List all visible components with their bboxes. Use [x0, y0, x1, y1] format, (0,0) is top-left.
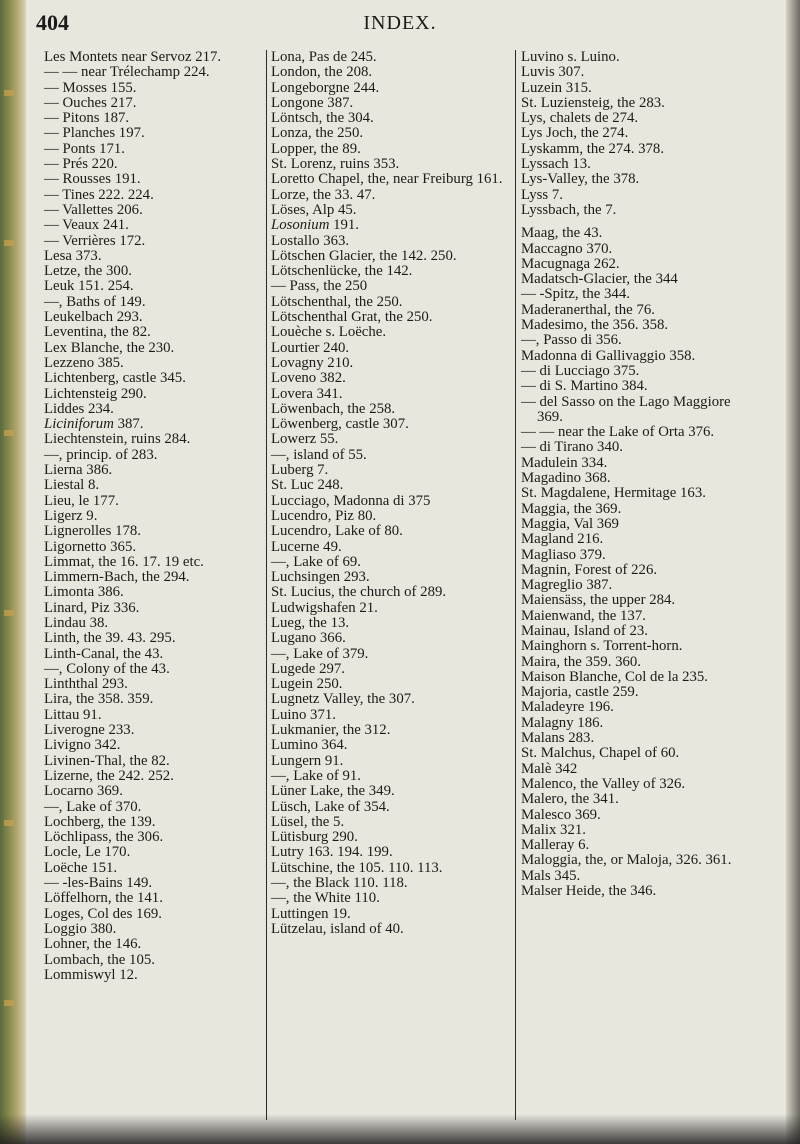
index-entry: Lowerz 55.: [271, 431, 339, 448]
index-entry: Malans 283.: [521, 730, 595, 747]
index-entry: Lyss 7.: [521, 186, 563, 203]
index-entry: Mainghorn s. Torrent-horn.: [521, 638, 683, 655]
index-entry: Lugein 250.: [271, 676, 343, 693]
index-entry: Maladeyre 196.: [521, 699, 614, 716]
index-entry: Loëche 151.: [44, 859, 118, 876]
index-entry: Lindau 38.: [44, 614, 109, 631]
index-entry: Macugnaga 262.: [521, 255, 620, 272]
index-entry: Malesco 369.: [521, 806, 601, 823]
index-column-3: [515, 50, 751, 1120]
index-entry: — del Sasso on the Lago Maggiore 369.: [521, 393, 731, 425]
index-entry: Maloggia, the, or Maloja, 326. 361.: [521, 852, 732, 869]
index-entry: Lichtensteig 290.: [44, 385, 147, 402]
index-entry: Maira, the 359. 360.: [521, 653, 641, 670]
running-head: INDEX.: [363, 12, 437, 34]
index-entry: Locarno 369.: [44, 783, 123, 800]
index-entry: Malix 321.: [521, 821, 586, 838]
index-entry: Lutry 163. 194. 199.: [271, 844, 393, 861]
index-entry: — Tines 222. 224.: [44, 186, 154, 203]
index-entry: Letze, the 300.: [44, 263, 132, 280]
index-entry: Locle, Le 170.: [44, 844, 131, 861]
index-entry: Lungern 91.: [271, 752, 344, 769]
index-entry: Lys, chalets de 274.: [521, 110, 639, 127]
index-entry: — di Tirano 340.: [521, 439, 623, 456]
index-entry: Lüner Lake, the 349.: [271, 783, 395, 800]
index-entry: Maison Blanche, Col de la 235.: [521, 668, 708, 685]
index-entry: Ludwigshafen 21.: [271, 599, 378, 616]
index-entry: Luvis 307.: [521, 64, 585, 81]
index-entry: Luino 371.: [271, 706, 336, 723]
index-entry: Lugede 297.: [271, 660, 345, 677]
gutter-mark: [4, 1000, 14, 1006]
index-entry: St. Luziensteig, the 283.: [521, 94, 665, 111]
index-entry: Lützelau, island of 40.: [271, 920, 404, 937]
index-entry: —, the White 110.: [271, 890, 380, 907]
index-entry: — — near Trélechamp 224.: [44, 64, 210, 81]
index-entry: St. Lucius, the church of 289.: [271, 584, 447, 601]
index-entry: — Rousses 191.: [44, 171, 141, 188]
book-gutter: [0, 0, 26, 1144]
index-entry: Luchsingen 293.: [271, 569, 370, 586]
index-entry: Lieu, le 177.: [44, 492, 119, 509]
index-entry: —, Passo di 356.: [521, 332, 622, 349]
index-entry: — -Spitz, the 344.: [521, 286, 630, 303]
index-entry: Liestal 8.: [44, 477, 100, 494]
index-entry: Lys-Valley, the 378.: [521, 171, 640, 188]
index-entry: Lyssbach, the 7.: [521, 201, 617, 218]
index-entry: Lizerne, the 242. 252.: [44, 767, 174, 784]
index-entry: Mainau, Island of 23.: [521, 622, 648, 639]
gutter-mark: [4, 820, 14, 826]
index-entry: Lombach, the 105.: [44, 951, 155, 968]
index-entry: —, Lake of 91.: [271, 767, 361, 784]
index-entry: Lötschenthal, the 250.: [271, 293, 403, 310]
index-entry: Lötschen Glacier, the 142. 250.: [271, 247, 457, 264]
index-entry: Lucerne 49.: [271, 538, 342, 555]
index-entry: Luvino s. Luino.: [521, 49, 620, 65]
index-columns: [44, 50, 786, 1120]
index-entry: Linththal 293.: [44, 676, 128, 693]
index-entry: London, the 208.: [271, 64, 373, 81]
index-entry: Lüsel, the 5.: [271, 813, 345, 830]
index-entry: Lugnetz Valley, the 307.: [271, 691, 415, 708]
index-entry: Malero, the 341.: [521, 791, 619, 808]
index-entry: Madulein 334.: [521, 454, 608, 471]
index-entry: Leventina, the 82.: [44, 324, 151, 341]
index-entry: Livigno 342.: [44, 737, 121, 754]
index-entry: Lesa 373.: [44, 247, 102, 264]
index-entry: Maienwand, the 137.: [521, 607, 646, 624]
index-entry: Ligornetto 365.: [44, 538, 137, 555]
index-entry: Lyskamm, the 274. 378.: [521, 140, 665, 157]
page-bottom-shadow: [0, 1114, 800, 1144]
index-entry: Maderanerthal, the 76.: [521, 301, 655, 318]
gutter-mark: [4, 610, 14, 616]
index-entry: Leuk 151. 254.: [44, 278, 134, 295]
index-entry: Lucendro, Lake of 80.: [271, 523, 403, 540]
index-entry: Madonna di Gallivaggio 358.: [521, 347, 696, 364]
page-edge: [786, 0, 800, 1144]
index-entry: Luttingen 19.: [271, 905, 351, 922]
index-entry: Lütschine, the 105. 110. 113.: [271, 859, 443, 876]
gutter-mark: [4, 240, 14, 246]
index-entry: Limonta 386.: [44, 584, 124, 601]
index-entry: —, island of 55.: [271, 446, 367, 463]
index-entry: Longone 387.: [271, 94, 354, 111]
index-entry: Löchlipass, the 306.: [44, 829, 164, 846]
index-entry: Lugano 366.: [271, 630, 346, 647]
index-entry: Magadino 368.: [521, 470, 611, 487]
index-entry: Lignerolles 178.: [44, 523, 141, 540]
index-entry: —, the Black 110. 118.: [271, 875, 408, 892]
index-entry: Löwenbach, the 258.: [271, 400, 396, 417]
index-entry: Ligerz 9.: [44, 507, 98, 524]
index-entry: Malleray 6.: [521, 837, 590, 854]
index-entry: Les Montets near Servoz 217.: [44, 49, 222, 65]
index-entry: — Veaux 241.: [44, 217, 129, 234]
index-entry: St. Magdalene, Hermitage 163.: [521, 485, 706, 502]
index-entry: Lorze, the 33. 47.: [271, 186, 376, 203]
index-entry: — di Lucciago 375.: [521, 362, 640, 379]
index-entry: —, Lake of 69.: [271, 553, 361, 570]
index-entry: Magreglio 387.: [521, 577, 613, 594]
index-entry: Linth-Canal, the 43.: [44, 645, 164, 662]
index-entry: — Ouches 217.: [44, 94, 137, 111]
index-entry: Lira, the 358. 359.: [44, 691, 154, 708]
index-entry: Lucendro, Piz 80.: [271, 507, 377, 524]
index-entry: Lourtier 240.: [271, 339, 350, 356]
index-entry: — — near the Lake of Orta 376.: [521, 424, 715, 441]
index-entry: St. Lorenz, ruins 353.: [271, 156, 400, 173]
index-entry: Maggia, the 369.: [521, 500, 622, 517]
index-entry: Limmat, the 16. 17. 19 etc.: [44, 553, 204, 570]
index-entry: Loges, Col des 169.: [44, 905, 162, 922]
index-entry: Lueg, the 13.: [271, 614, 350, 631]
index-entry: Lys Joch, the 274.: [521, 125, 629, 142]
page-number: 404: [36, 10, 69, 35]
index-entry: Lona, Pas de 245.: [271, 49, 377, 65]
index-entry: Losonium 191.: [271, 217, 359, 234]
index-entry: Lucciago, Madonna di 375: [271, 492, 431, 509]
index-entry: Luberg 7.: [271, 462, 329, 479]
index-entry: Lovera 341.: [271, 385, 343, 402]
index-entry: Löwenberg, castle 307.: [271, 416, 409, 433]
index-entry: — Planches 197.: [44, 125, 145, 142]
index-entry: Löntsch, the 304.: [271, 110, 374, 127]
index-entry: Liddes 234.: [44, 400, 114, 417]
index-entry: Lukmanier, the 312.: [271, 722, 391, 739]
index-entry: — -les-Bains 149.: [44, 875, 153, 892]
gutter-mark: [4, 90, 14, 96]
index-entry: Limmern-Bach, the 294.: [44, 569, 190, 586]
index-entry: Lostallo 363.: [271, 232, 350, 249]
index-entry: Loveno 382.: [271, 370, 346, 387]
index-entry: Madatsch-Glacier, the 344: [521, 271, 678, 288]
index-column-2: [266, 50, 515, 1120]
index-entry: Livinen-Thal, the 82.: [44, 752, 170, 769]
index-entry: Lumino 364.: [271, 737, 348, 754]
index-entry: Lierna 386.: [44, 462, 113, 479]
index-entry: St. Luc 248.: [271, 477, 344, 494]
index-entry: Maiensäss, the upper 284.: [521, 592, 676, 609]
index-entry: Maggia, Val 369: [521, 515, 619, 532]
index-entry: Lütisburg 290.: [271, 829, 358, 846]
index-entry: Lovagny 210.: [271, 354, 354, 371]
index-entry: Malagny 186.: [521, 714, 604, 731]
index-entry: —, Colony of the 43.: [44, 660, 170, 677]
index-entry: Madesimo, the 356. 358.: [521, 317, 669, 334]
index-entry: Magliaso 379.: [521, 546, 606, 563]
index-entry: — Prés 220.: [44, 156, 118, 173]
index-entry: Linard, Piz 336.: [44, 599, 140, 616]
index-entry: Lommiswyl 12.: [44, 966, 138, 983]
index-entry: Lyssach 13.: [521, 156, 591, 173]
index-entry: Lezzeno 385.: [44, 354, 124, 371]
index-entry: Louèche s. Loëche.: [271, 324, 387, 341]
index-entry: — Ponts 171.: [44, 140, 125, 157]
index-entry: Littau 91.: [44, 706, 102, 723]
index-entry: — Mosses 155.: [44, 79, 137, 96]
index-entry: Liverogne 233.: [44, 722, 135, 739]
index-entry: —, princip. of 283.: [44, 446, 158, 463]
index-entry: Loretto Chapel, the, near Freiburg 161.: [271, 171, 503, 188]
index-entry: Lonza, the 250.: [271, 125, 364, 142]
index-entry: Magland 216.: [521, 531, 604, 548]
index-entry: — Pass, the 250: [271, 278, 368, 295]
index-entry: — Verrières 172.: [44, 232, 146, 249]
index-entry: Leukelbach 293.: [44, 309, 143, 326]
index-column-1: [44, 50, 266, 1120]
index-entry: Lichtenberg, castle 345.: [44, 370, 186, 387]
index-entry: Maag, the 43.: [521, 225, 603, 242]
gutter-mark: [4, 430, 14, 436]
index-entry: Liciniforum 387.: [44, 416, 144, 433]
index-entry: — di S. Martino 384.: [521, 378, 648, 395]
index-entry: —, Baths of 149.: [44, 293, 146, 310]
index-entry: Maccagno 370.: [521, 240, 613, 257]
index-entry: Lex Blanche, the 230.: [44, 339, 175, 356]
index-entry: Lopper, the 89.: [271, 140, 361, 157]
index-entry: Lohner, the 146.: [44, 936, 142, 953]
index-entry: Luzein 315.: [521, 79, 592, 96]
index-entry: Linth, the 39. 43. 295.: [44, 630, 176, 647]
index-entry: Lötschenthal Grat, the 250.: [271, 309, 433, 326]
index-entry: Malenco, the Valley of 326.: [521, 775, 686, 792]
index-entry: St. Malchus, Chapel of 60.: [521, 745, 680, 762]
index-entry: Loggio 380.: [44, 920, 117, 937]
index-entry: —, Lake of 379.: [271, 645, 369, 662]
index-entry: — Pitons 187.: [44, 110, 130, 127]
index-entry: Lochberg, the 139.: [44, 813, 156, 830]
index-entry: Longeborgne 244.: [271, 79, 380, 96]
index-entry: —, Lake of 370.: [44, 798, 142, 815]
index-entry: Mals 345.: [521, 867, 581, 884]
index-entry: Löffelhorn, the 141.: [44, 890, 163, 907]
index-entry: Magnin, Forest of 226.: [521, 561, 658, 578]
index-entry: Majoria, castle 259.: [521, 684, 639, 701]
index-entry: Löses, Alp 45.: [271, 201, 357, 218]
index-entry: Lüsch, Lake of 354.: [271, 798, 390, 815]
index-entry: Lötschenlücke, the 142.: [271, 263, 413, 280]
index-entry: Malè 342: [521, 760, 578, 777]
index-entry: Malser Heide, the 346.: [521, 883, 657, 900]
index-entry: — Vallettes 206.: [44, 201, 143, 218]
index-entry: Liechtenstein, ruins 284.: [44, 431, 191, 448]
